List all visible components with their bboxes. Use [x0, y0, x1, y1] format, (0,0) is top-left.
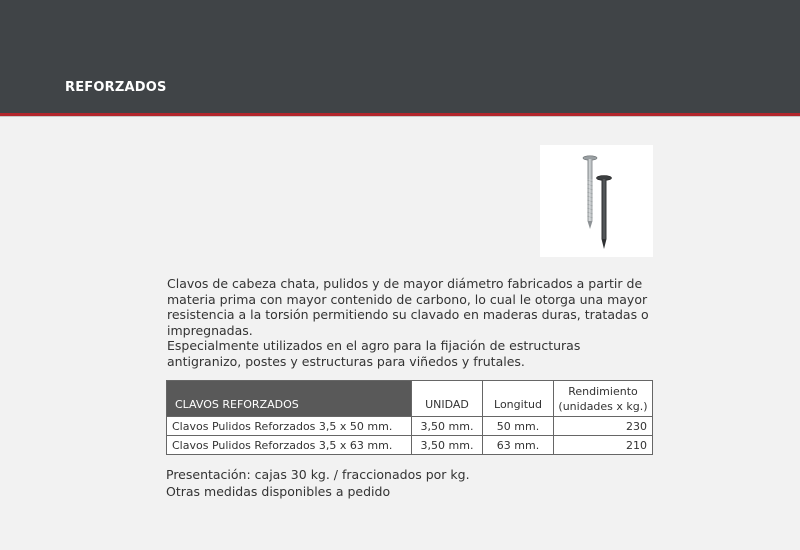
nails-illustration: [540, 145, 653, 257]
table-header-row: [167, 381, 653, 417]
table-row: [167, 417, 653, 436]
header-divider: [0, 116, 800, 117]
row-product-name: Clavos Pulidos Reforzados 3,5 x 63 mm.: [167, 436, 412, 455]
column-header-yield: [554, 381, 653, 417]
column-header-unit: UNIDAD: [412, 381, 483, 417]
row-length: 50 mm.: [483, 417, 554, 436]
row-yield: 230: [554, 417, 653, 436]
other-sizes-text: Otras medidas disponibles a pedido: [166, 484, 391, 499]
table-row: [167, 436, 653, 455]
row-yield: 210: [554, 436, 653, 455]
description-paragraph-2: Especialmente utilizados en el agro para la fijación de estructuras antigranizo, postes y estructuras para viñedos y frutales.: [167, 338, 581, 369]
row-length: 63 mm.: [483, 436, 554, 455]
row-product-name: Clavos Pulidos Reforzados 3,5 x 50 mm.: [167, 417, 412, 436]
page-header: [0, 0, 800, 113]
product-footer: [166, 466, 470, 500]
presentation-text: Presentación: cajas 30 kg. / fraccionados por kg.: [166, 467, 470, 482]
description-paragraph-1: Clavos de cabeza chata, pulidos y de mayor diámetro fabricados a partir de materia prima con mayor contenido de carbono, lo cual le otorga una mayor resistencia a la torsión permitiendo su clavado en maderas duras, tratadas o impregnadas.: [167, 276, 649, 338]
product-description: [167, 276, 657, 369]
row-unit: 3,50 mm.: [412, 436, 483, 455]
column-header-length: Longitud: [483, 381, 554, 417]
page-title: REFORZADOS: [65, 80, 167, 95]
row-unit: 3,50 mm.: [412, 417, 483, 436]
column-header-name: CLAVOS REFORZADOS: [167, 381, 412, 417]
spec-table: [166, 380, 653, 455]
nails-image: [540, 145, 653, 257]
yield-header-line1: Rendimiento: [568, 384, 638, 398]
yield-header-line2: (unidades x kg.): [558, 399, 648, 413]
